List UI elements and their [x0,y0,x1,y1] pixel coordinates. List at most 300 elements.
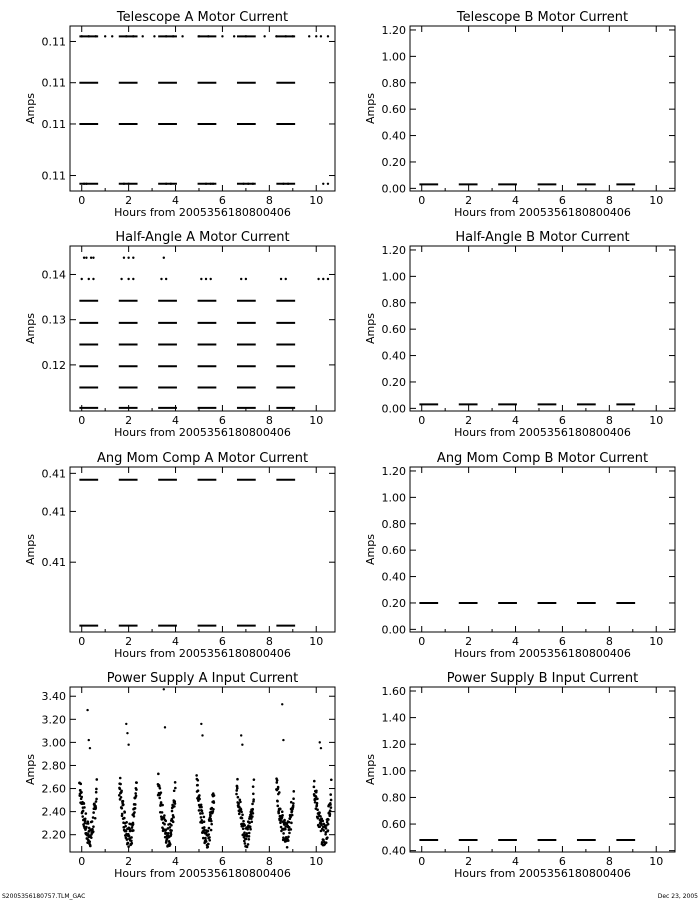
data-point [95,788,98,791]
data-point [165,35,167,37]
y-tick-label: 0.20 [381,596,406,610]
x-tick-label: 0 [418,855,426,868]
data-point [120,790,123,793]
y-tick-label: 3.00 [41,736,66,750]
data-point [325,841,328,844]
data-point [288,832,291,835]
x-tick-label: 8 [605,635,613,648]
data-point [132,35,134,37]
data-point [174,787,177,790]
data-point [240,734,242,736]
chart-panel-7 [24,671,335,880]
data-point [127,257,129,259]
data-point [313,786,316,789]
data-point [308,35,310,37]
x-tick-label: 2 [125,414,133,427]
data-point [153,35,155,37]
data-point [319,741,321,743]
y-tick-label: 1.20 [381,464,406,478]
data-point [233,35,235,37]
y-tick-label: 0.40 [381,844,406,858]
data-point [252,785,255,788]
data-point [81,278,83,280]
data-point [280,278,282,280]
data-point [88,35,90,37]
data-point [170,833,173,836]
data-point [91,828,94,831]
data-point [210,829,213,832]
x-axis-label: Hours from 2005356180800406 [454,206,631,219]
data-point [160,278,162,280]
data-point [315,35,317,37]
data-point [87,822,90,825]
x-axis-label: Hours from 2005356180800406 [114,206,291,219]
data-point [330,778,333,781]
y-tick-label: 1.00 [381,270,406,284]
data-point [83,183,85,185]
data-point [242,183,244,185]
data-point [327,823,330,826]
data-point [170,829,173,832]
data-point [253,778,256,781]
x-tick-label: 6 [218,635,226,648]
x-axis-label: Hours from 2005356180800406 [114,426,291,439]
data-point [92,825,95,828]
x-tick-label: 10 [309,194,324,207]
x-tick-label: 2 [125,194,133,207]
data-point [251,815,254,818]
x-tick-label: 8 [265,414,273,427]
data-point [95,798,98,801]
data-point [88,739,90,741]
y-tick-label: 1.60 [381,684,406,698]
data-point [127,845,130,848]
data-point [164,820,167,823]
data-point [246,846,249,849]
x-tick-label: 0 [78,414,86,427]
data-point [292,790,295,793]
data-point [292,805,295,808]
data-point [252,812,255,815]
footer-filename: S2005356180757.TLM_GAC [2,893,86,900]
x-axis-label: Hours from 2005356180800406 [454,426,631,439]
plot-frame [410,467,675,632]
y-tick-label: 1.00 [381,491,406,505]
x-tick-label: 0 [418,194,426,207]
data-point [120,796,123,799]
x-tick-label: 0 [418,635,426,648]
chart-title: Half-Angle A Motor Current [115,230,290,245]
data-point [90,836,93,839]
data-point [210,278,212,280]
data-point [243,840,246,843]
data-point [327,278,329,280]
data-point [275,35,277,37]
data-point [287,835,290,838]
data-point [94,817,97,820]
data-point [235,793,238,796]
x-tick-label: 6 [558,635,566,648]
chart-panel-5 [24,451,335,660]
data-point [210,823,213,826]
y-tick-label: 0.41 [41,556,66,570]
data-point [329,809,332,812]
y-tick-label: 0.40 [381,570,406,584]
y-tick-label: 2.40 [41,805,66,819]
x-tick-label: 4 [172,194,180,207]
data-point [85,183,87,185]
x-axis-label: Hours from 2005356180800406 [114,867,291,880]
data-point [95,778,98,781]
data-point [208,836,211,839]
data-point [130,842,133,845]
data-point [200,806,203,809]
chart-title: Power Supply A Input Current [106,671,299,686]
x-tick-label: 10 [649,414,664,427]
x-tick-label: 2 [125,855,133,868]
data-point [275,781,278,784]
data-point [111,35,113,37]
y-tick-label: 1.00 [381,50,406,64]
y-axis-label: Amps [364,313,377,344]
data-point [120,278,122,280]
data-point [88,278,90,280]
data-point [181,35,183,37]
data-point [92,278,94,280]
data-point [173,789,176,792]
data-point [205,840,208,843]
x-tick-label: 8 [605,855,613,868]
x-tick-label: 10 [649,855,664,868]
data-point [169,826,172,829]
data-point [169,843,172,846]
plot-frame [410,687,675,852]
data-point [329,813,332,816]
data-point [238,813,241,816]
y-axis-label: Amps [364,534,377,565]
y-tick-label: 0.80 [381,791,406,805]
data-point [157,773,160,776]
data-point [127,183,129,185]
data-point [173,805,176,808]
x-tick-label: 2 [465,194,473,207]
x-tick-label: 2 [465,855,473,868]
x-tick-label: 8 [265,194,273,207]
x-tick-label: 0 [78,635,86,648]
x-tick-label: 4 [172,855,180,868]
data-point [316,797,319,800]
data-point [200,816,203,819]
data-point [172,35,174,37]
y-tick-label: 0.13 [41,313,66,327]
data-point [104,35,106,37]
data-point [125,821,128,824]
y-tick-label: 0.41 [41,467,66,481]
data-point [127,743,129,745]
chart-title: Telescope A Motor Current [116,10,289,25]
data-point [198,798,201,801]
x-tick-label: 6 [218,194,226,207]
data-point [89,845,92,848]
data-point [83,806,86,809]
data-point [290,822,293,825]
data-point [200,723,202,725]
data-point [317,817,320,820]
data-point [252,183,254,185]
data-point [317,278,319,280]
data-point [95,800,98,803]
y-tick-label: 2.80 [41,759,66,773]
data-point [95,791,98,794]
data-point [212,183,214,185]
data-point [201,812,204,815]
data-point [236,787,239,790]
data-point [132,829,135,832]
data-point [245,35,247,37]
plot-frame [70,26,335,191]
x-axis-label: Hours from 2005356180800406 [454,867,631,880]
data-point [141,35,143,37]
data-point [161,804,164,807]
data-point [172,821,175,824]
data-point [198,35,200,37]
data-point [95,35,97,37]
x-tick-label: 10 [649,635,664,648]
y-tick-label: 1.20 [381,738,406,752]
data-point [135,794,138,797]
x-tick-label: 6 [558,414,566,427]
data-point [165,183,167,185]
x-tick-label: 8 [605,414,613,427]
data-point [283,819,286,822]
data-point [277,812,280,815]
data-point [131,826,134,829]
footer-date: Dec 23, 2005 [657,893,698,900]
data-point [83,802,86,805]
data-point [90,257,92,259]
data-point [206,846,209,849]
data-point [83,257,85,259]
y-axis-label: Amps [24,93,37,124]
data-point [318,811,321,814]
data-point [246,832,249,835]
y-tick-label: 0.80 [381,76,406,90]
data-point [123,257,125,259]
y-axis-label: Amps [24,534,37,565]
y-tick-label: 0.00 [381,623,406,637]
data-point [174,781,177,784]
data-point [85,812,88,815]
data-point [285,278,287,280]
chart-panel-4 [364,230,675,439]
x-tick-label: 2 [125,635,133,648]
data-point [125,830,128,833]
x-tick-label: 4 [512,414,520,427]
x-tick-label: 4 [512,635,520,648]
data-point [158,797,161,800]
data-point [170,824,173,827]
data-point [285,35,287,37]
data-point [85,257,87,259]
y-tick-label: 0.14 [41,268,66,282]
x-tick-label: 0 [78,855,86,868]
data-point [288,826,291,829]
data-point [200,819,203,822]
data-point [127,278,129,280]
plot-frame [70,467,335,632]
data-point [81,815,84,818]
data-point [282,832,285,835]
data-point [124,825,127,828]
data-point [128,834,131,837]
data-point [319,815,322,818]
data-point [132,823,135,826]
y-axis-label: Amps [364,754,377,785]
chart-panel-6 [364,451,675,660]
data-point [119,788,122,791]
data-point [282,183,284,185]
data-point [88,840,91,843]
data-point [205,278,207,280]
data-point [252,792,255,795]
data-point [119,777,122,780]
data-point [126,732,128,734]
data-point [251,803,254,806]
x-tick-label: 4 [512,855,520,868]
data-point [329,793,332,796]
data-point [327,829,330,832]
y-tick-label: 0.11 [41,117,66,131]
data-point [171,810,174,813]
data-point [133,811,136,814]
data-point [288,821,291,824]
data-point [241,743,243,745]
data-point [201,734,203,736]
data-point [120,807,123,810]
data-point [82,810,85,813]
y-tick-label: 0.20 [381,375,406,389]
y-tick-label: 1.40 [381,711,406,725]
chart-title: Half-Angle B Motor Current [455,230,630,245]
data-point [322,278,324,280]
x-tick-label: 10 [309,635,324,648]
data-point [119,783,122,786]
x-axis-label: Hours from 2005356180800406 [454,647,631,660]
x-tick-label: 0 [78,194,86,207]
data-point [165,278,167,280]
data-point [200,278,202,280]
x-tick-label: 4 [172,635,180,648]
data-point [208,839,211,842]
data-point [172,816,175,819]
x-axis-label: Hours from 2005356180800406 [114,647,291,660]
data-point [125,35,127,37]
y-axis-label: Amps [364,93,377,124]
data-point [320,747,322,749]
data-point [249,825,252,828]
data-point [245,278,247,280]
data-point [316,802,319,805]
y-tick-label: 2.60 [41,782,66,796]
y-axis-label: Amps [24,313,37,344]
data-point [212,808,215,811]
data-point [247,843,250,846]
data-point [126,838,129,841]
data-point [121,813,124,816]
data-point [279,808,282,811]
data-point [281,814,284,817]
data-point [207,830,210,833]
data-point [236,778,239,781]
plot-frame [410,246,675,411]
data-point [167,832,170,835]
data-point [134,803,137,806]
y-tick-label: 0.11 [41,169,66,183]
chart-panel-2 [364,10,675,219]
data-point [164,726,166,728]
data-point [248,838,251,841]
data-point [198,809,201,812]
data-point [163,257,165,259]
data-point [163,688,165,690]
data-point [239,801,242,804]
chart-title: Ang Mom Comp B Motor Current [436,451,649,466]
data-point [132,278,134,280]
data-point [287,183,289,185]
x-tick-label: 8 [265,635,273,648]
data-point [208,827,211,830]
data-point [197,789,200,792]
chart-panel-1 [24,10,335,219]
data-point [322,183,324,185]
data-point [203,816,206,819]
data-point [250,820,253,823]
data-point [221,35,223,37]
data-point [92,830,95,833]
data-point [292,797,295,800]
y-tick-label: 0.60 [381,103,406,117]
data-point [240,811,243,814]
data-point [198,794,201,797]
data-point [252,798,255,801]
data-point [163,823,166,826]
y-tick-label: 1.00 [381,764,406,778]
x-tick-label: 4 [512,194,520,207]
chart-title: Power Supply B Input Current [446,671,639,686]
data-point [278,791,281,794]
x-tick-label: 4 [172,414,180,427]
data-point [241,813,244,816]
y-tick-label: 0.60 [381,818,406,832]
data-point [80,796,83,799]
data-point [81,35,83,37]
data-point [132,257,134,259]
y-tick-label: 0.80 [381,517,406,531]
data-point [163,814,166,817]
chart-title: Telescope B Motor Current [456,10,629,25]
x-tick-label: 6 [558,855,566,868]
y-tick-label: 0.00 [381,402,406,416]
data-point [235,789,238,792]
data-point [286,846,289,849]
data-point [205,183,207,185]
data-point [330,806,333,809]
data-point [197,779,200,782]
x-tick-label: 6 [558,194,566,207]
data-point [329,803,332,806]
data-point [330,799,333,802]
data-point [263,35,265,37]
